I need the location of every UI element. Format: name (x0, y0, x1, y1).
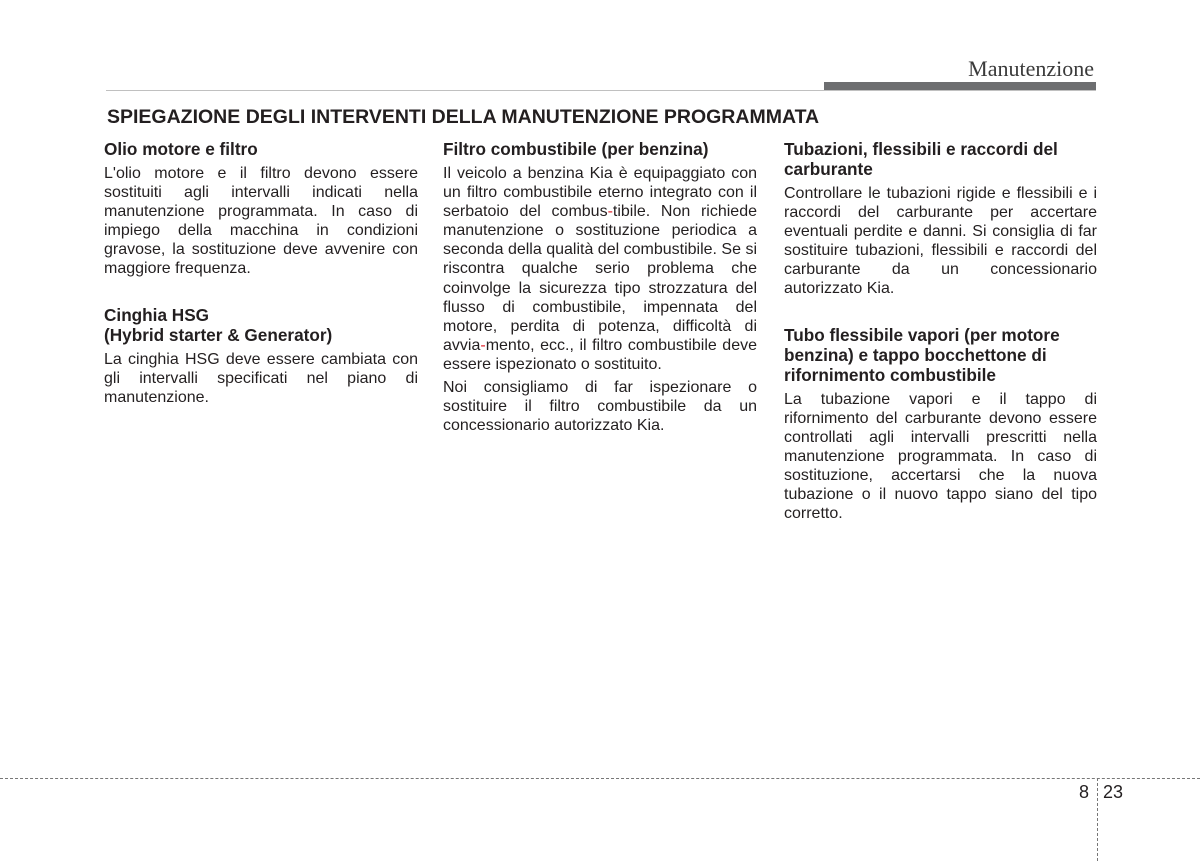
paragraph-filtro-part-b: tibile. Non richiede manutenzione o sostituzione periodica a seconda della qualità del combustibile. Se si riscontra qualche serio problema che coinvolge la sicurezza tipo strozzatura del flusso di combustibile, impennata del motore, perdita di potenza, difficoltà di avvia (443, 203, 757, 354)
heading-cinghia-hsg-line2: (Hybrid starter & Generator) (104, 324, 333, 345)
section-title: SPIEGAZIONE DEGLI INTERVENTI DELLA MANUTENZIONE PROGRAMMATA (107, 106, 820, 128)
heading-filtro-combustibile: Filtro combustibile (per benzina) (443, 139, 709, 159)
column-2 (443, 139, 757, 435)
paragraph-cinghia-hsg: La cinghia HSG deve essere cambiata con gli intervalli specificati nel piano di manutenzione. (104, 350, 418, 406)
heading-cinghia-hsg-line1: Cinghia HSG (104, 304, 210, 325)
hyphen-mark: - (607, 203, 613, 221)
column-1 (104, 139, 418, 407)
header-bar (824, 82, 1096, 90)
page-number: 23 (1103, 782, 1124, 802)
paragraph-olio-motore: L'olio motore e il filtro devono essere sostituiti agli intervalli indicati nella manutenzione programmata. In caso di impiego della macchina in condizioni gravose, la sostituzione deve avvenire con maggiore frequenza. (104, 165, 418, 278)
chapter-header-title: Manutenzione (968, 56, 1094, 81)
paragraph-filtro-part-a: Il veicolo a benzina Kia è equipaggiato con un filtro combustibile eterno integrato con il serbatoio del combus (443, 165, 757, 221)
footer-page-separator (1097, 778, 1098, 861)
footer-divider (0, 778, 1200, 779)
column-3 (784, 139, 1097, 523)
header-divider (106, 90, 1096, 91)
heading-tubazioni: Tubazioni, flessibili e raccordi del carburante (784, 139, 1058, 179)
paragraph-filtro-consiglio: Noi consigliamo di far ispezionare o sostituire il filtro combustibile da un concessionario autorizzato Kia. (443, 379, 757, 435)
hyphen-mark: - (480, 336, 486, 354)
paragraph-filtro-combustibile (443, 164, 757, 374)
paragraph-filtro-part-c: mento, ecc., il filtro combustibile deve essere ispezionato o sostituito. (443, 336, 757, 373)
paragraph-tubazioni: Controllare le tubazioni rigide e flessibili e i raccordi del carburante per accertare eventuali perdite e danni. Si consiglia di far sostituire tubazioni, flessibili e raccordi del carburante da un concessionario autorizzato Kia. (784, 185, 1097, 298)
paragraph-tubo-vapori: La tubazione vapori e il tappo di rifornimento del carburante devono essere controllati agli intervalli prescritti nella manutenzione programmata. In caso di sostituzione, accertarsi che la nuova tubazione o il nuovo tappo siano del tipo corretto. (784, 390, 1097, 523)
heading-cinghia-hsg (104, 305, 418, 345)
chapter-number: 8 (1079, 782, 1090, 802)
heading-olio-motore: Olio motore e filtro (104, 139, 258, 159)
heading-tubo-vapori: Tubo flessibile vapori (per motore benzina) e tappo bocchettone di rifornimento combustibile (784, 324, 1060, 385)
